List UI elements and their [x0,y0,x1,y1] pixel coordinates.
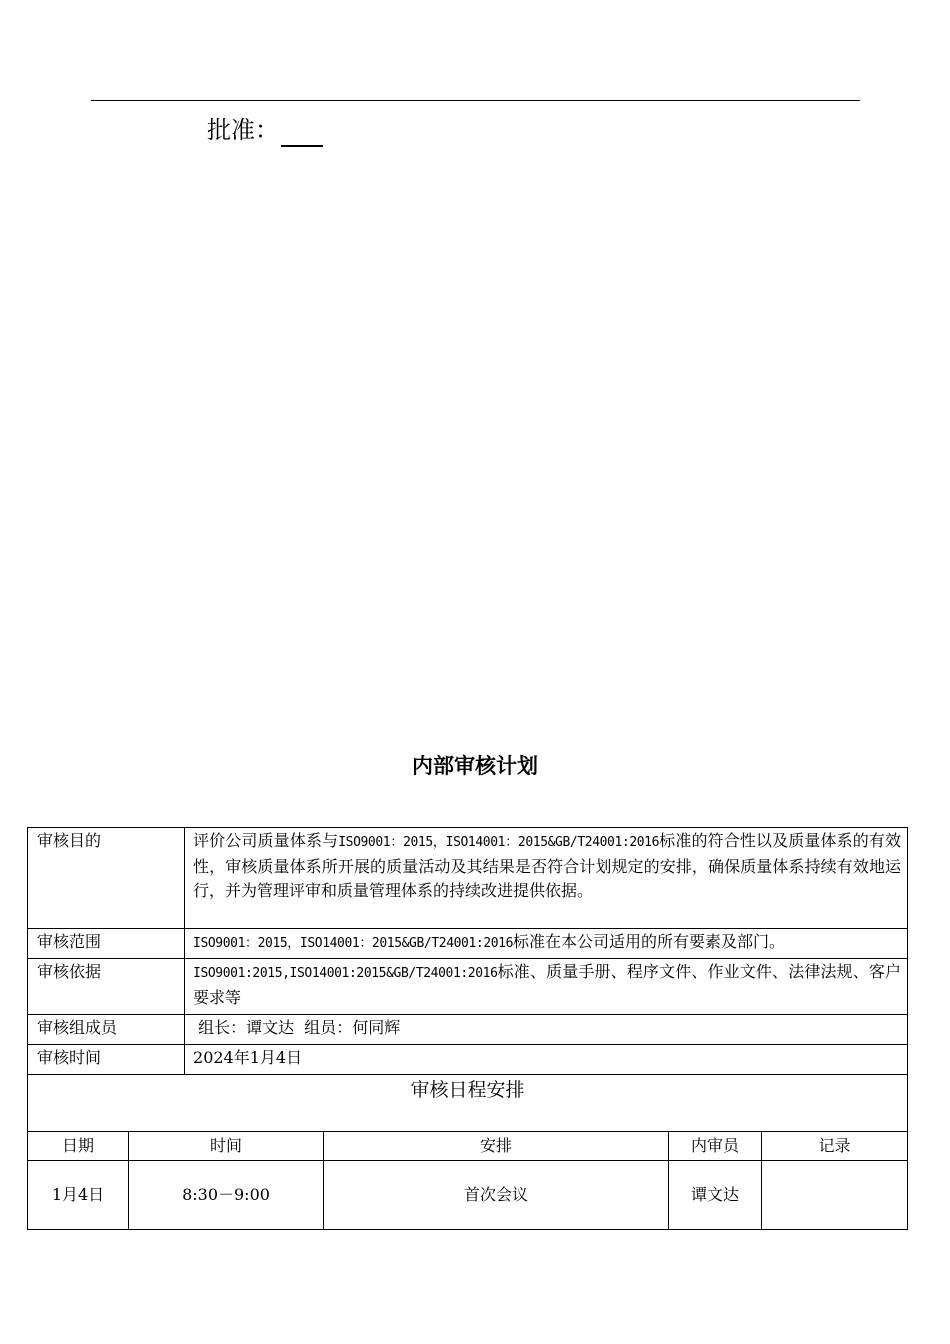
plan-row-label: 审核依据 [28,959,185,1015]
plan-row-value [185,1015,908,1045]
plan-row-value [185,1045,908,1075]
schedule-header-date: 日期 [28,1132,129,1161]
plan-row-label: 审核范围 [28,929,185,959]
value-text: 标准、质量手册、程序文件、作业文件、法律法规、客户要求等 [193,962,902,1007]
schedule-header-auditor: 内审员 [669,1132,762,1161]
audit-plan-table [27,827,908,1230]
schedule-header-time: 时间 [129,1132,324,1161]
schedule-record [762,1161,908,1230]
schedule-auditor: 谭文达 [669,1161,762,1230]
schedule-header-row [28,1132,908,1161]
schedule-header-record: 记录 [762,1132,908,1161]
schedule-time: 8:30－9:00 [129,1161,324,1230]
plan-row-time [28,1045,908,1075]
standard-code-text: ISO9001:2015,ISO14001:2015&GB/T24001:2016 [193,966,498,981]
approval-label: 批准： [207,116,279,144]
plan-row-label: 审核时间 [28,1045,185,1075]
document-title: 内部审核计划 [412,754,538,778]
plan-row-members [28,1015,908,1045]
plan-row-purpose [28,828,908,929]
value-text: 标准的符合性以及质量体系的有效性，审核质量体系所开展的质量活动及其结果是否符合计划规定的安排，确保质量体系持续有效地运行，并为管理评审和质量管理体系的持续改进提供依据。 [193,831,902,900]
value-text: 评价公司质量体系与 [193,831,339,850]
plan-row-value [185,929,908,959]
plan-row-basis [28,959,908,1015]
plan-row-value [185,959,908,1015]
schedule-title: 审核日程安排 [28,1075,908,1132]
standard-code-text: ISO9001：2015，ISO14001：2015&GB/T24001:2016 [338,835,660,850]
schedule-header-arrangement: 安排 [324,1132,669,1161]
schedule-date: 1月4日 [28,1161,129,1230]
top-divider [91,100,860,101]
value-text: 组长：谭文达 组员：何同辉 [193,1018,401,1037]
plan-row-value [185,828,908,929]
schedule-title-row [28,1075,908,1132]
approval-signature-blank [281,119,323,147]
plan-row-label: 审核组成员 [28,1015,185,1045]
approval-line [207,113,323,147]
schedule-row [28,1161,908,1230]
plan-row-scope [28,929,908,959]
value-text: 标准在本公司适用的所有要素及部门。 [513,932,786,951]
schedule-arrangement: 首次会议 [324,1161,669,1230]
plan-row-label: 审核目的 [28,828,185,929]
value-text: 2024年1月4日 [193,1048,303,1067]
standard-code-text: ISO9001：2015，ISO14001：2015&GB/T24001:2016 [193,936,514,951]
